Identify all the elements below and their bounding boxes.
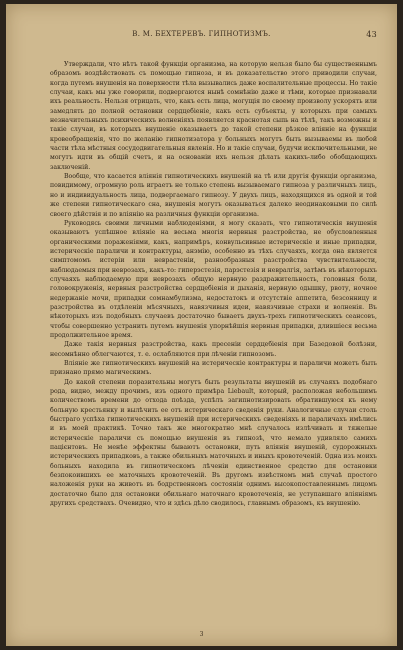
body-text <box>50 60 377 509</box>
paragraph: Вообще, что касается вліянія гипнотическихъ внушеній на тѣ или другія функціи организма, повидимому, огромную роль играетъ не только степень вызываемаго гипноза у различныхъ лицъ, но и индивидуальность лица, подвергаемаго гипнозу. У двухъ лицъ, находящихся въ одной и той же степени гипнотическаго сна, внушенія могутъ оказываться далеко неодинаковыми по силѣ своего дѣйствія и по вліянію на различныя функціи организма. <box>50 173 377 218</box>
paragraph: Руководясь своими личными наблюденіями, я могу сказать, что гипнотическія внушенія оказываютъ успѣшное вліяніе на весьма многія нервныя разстройства, не обусловленныя органическими пораженіями, какъ, напримѣръ, конвульсивные истерическіе и иные припадки, истерическіе параличи и контрактуры, анэмію, особенно въ тѣхъ случаяхъ, когда она является симптомомъ истеріи или неврастеніи, разнообразныя разстройства чувствительности, наблюдаемыя при неврозахъ, какъ-то: гиперэстезія, парэстезія и невралгія, затѣмъ въ нѣкоторыхъ случаяхъ наблюдаемую при неврозахъ общую нервную раздражительность, головныя боли, головокруженія, нервныя разстройства сердцебіенія и дыханія, нервную одышку, рвоту, ночное недержаніе мочи, припадки сомнамбулизма, недостатокъ и отсутствіе аппетита, безсонницу и разстройства въ отдѣленіи мѣсячныхъ, навязчивыя идеи, навязчивые страхи и волненія. Въ нѣкоторыхъ изъ подобныхъ случаевъ достаточно бываетъ двухъ-трехъ гипнотическихъ сеансовъ, чтобы совершенно устранить путемъ внушенія упорнѣйшія нервныя припадки, длившіеся весьма продолжительное время. <box>50 219 377 339</box>
header-title: В. М. БЕХТЕРЕВЪ. ГИПНОТИЗМЪ. <box>132 30 271 38</box>
page-number: 43 <box>366 30 377 39</box>
document-page <box>6 4 397 646</box>
paragraph: Вліяніе же гипнотическихъ внушеній на истерическіе контрактуры и параличи можетъ быть признано прямо магическимъ. <box>50 360 377 377</box>
running-header <box>6 30 397 42</box>
paragraph: Даже такія нервныя разстройства, какъ пресеніи сердцебіенія при Базедовой болѣзни, несомнѣнно облегчаются, т. е. ослабляются при лѣченіи гипнозомъ. <box>50 341 377 358</box>
paragraph: Утверждали, что нѣтъ такой функціи организма, на которую нельзя было бы существеннымъ образомъ воздѣйствовать съ помощью гипноза, и въ доказательство этого приводили случаи, когда путемъ внушенія на поверхности тѣла вызывались даже воспалительные процессы. Но такіе случаи, какъ мы уже говорили, подвергаются нынѣ сомнѣнію даже и тѣми, которые признавали ихъ реальность. Нельзя отрицать, что, какъ есть лица, могущія по своему произволу ускорять или замедлять до полной остановки сердцебіеніе, какъ есть субъекты, у которыхъ при самыхъ незначительныхъ психическихъ волненіяхъ появляется краснотая сыпь на тѣлѣ, такъ возможны и такіе случаи, въ которыхъ внушеніе оказываетъ до такой степени рѣзкое вліяніе на функціи кровеобращенія, что по желанію гипнотизатора у больныхъ могутъ быть вызываемы въ любой части тѣла мѣстныя сосудодвигательныя явленія. Но и такіе случаи, будучи исключительными, не могутъ идти въ общій счетъ, и на основаніи ихъ нельзя дѣлать какихъ-либо обобщающихъ заключеній. <box>50 61 377 171</box>
signature-mark: 3 <box>199 631 204 638</box>
paragraph: До какой степени поразительны могутъ быть результаты внушеній въ случаяхъ подобнаго рода, видно, между прочимъ, изъ одного примѣра Liebault, который, расположая небольшимъ количествомъ времени до отхода поѣзда, успѣлъ загипнотизировать обратившуюся къ нему больную крестьянку и вылѣчить ее отъ истерическаго сведенія руки. Аналогичные случаи столь быстраго успѣха гипнотическихъ внушеній при истерическихъ сведеніяхъ и параличахъ имѣлись и въ моей практикѣ. Точно такъ же многократно мнѣ случалось излѣчивать и тяжелые истерическіе параличи съ помощью внушенія въ гипнозѣ, что немало удивляло самихъ пацієнтовъ. Не менѣе эффектны бываютъ остановки, путь вліянія внушеній, судорожныхъ истерическихъ припадковъ, а также обильныхъ маточныхъ и иныхъ кровотеченій. Одна изъ моихъ больныхъ находила въ гипнотическомъ лѣченіи единственное средство для остановки безпокоившихъ ее маточныхъ кровотеченій. Въ другомъ извѣстномъ мнѣ случаѣ простого наложенія руки на животъ въ бодрственномъ состояніи однимъ высокопоставленнымъ лицомъ достаточно было для остановки обильнаго маточнаго кровотеченія, не уступавшаго вліяніямъ другихъ средствахъ. Очевидно, что и здѣсь дѣло сводилось, главнымъ образомъ, къ внушенію. <box>50 378 377 508</box>
